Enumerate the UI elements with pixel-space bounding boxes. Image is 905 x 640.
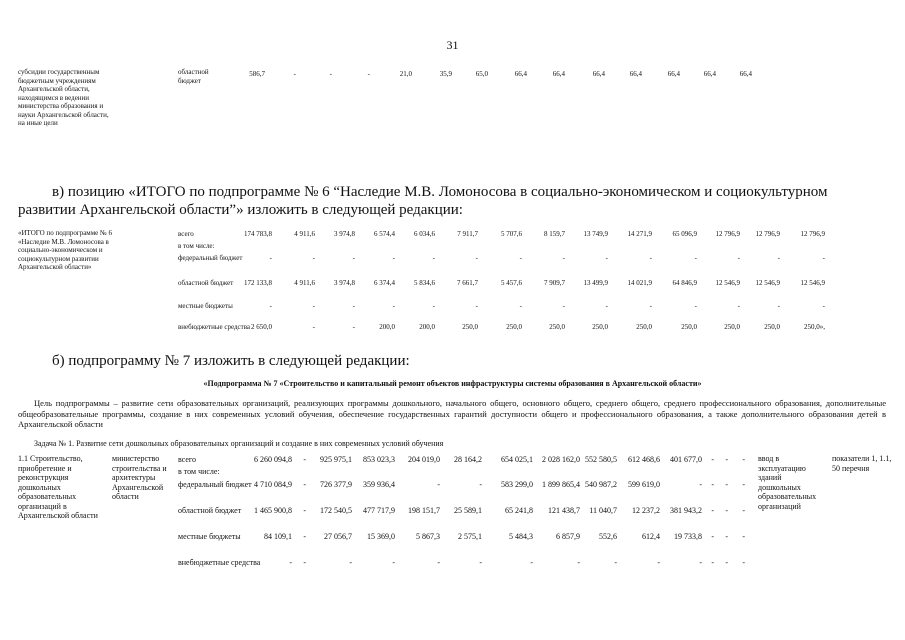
value-cell: 66,4 xyxy=(703,70,716,78)
value-cell: - xyxy=(742,532,745,541)
value-cell: - xyxy=(614,558,617,567)
value-cell: 65 096,9 xyxy=(672,230,697,238)
value-cell: 401 677,0 xyxy=(670,455,702,464)
value-cell: 12 796,9 xyxy=(755,230,780,238)
value-cell: - xyxy=(711,532,714,541)
value-cell: - xyxy=(725,506,728,515)
item-1-1-name: 1.1 Строительство, приобретение и реконструкция дошкольных образовательных организаций в Архангельской области xyxy=(18,454,98,520)
value-cell: - xyxy=(699,480,702,489)
value-cell: - xyxy=(475,254,478,262)
source-label: в том числе: xyxy=(178,242,215,250)
value-cell: - xyxy=(312,323,315,331)
value-cell: 13 499,9 xyxy=(583,279,608,287)
value-cell: 12 237,2 xyxy=(632,506,660,515)
value-cell: 381 943,2 xyxy=(670,506,702,515)
source-label: местные бюджеты xyxy=(178,532,241,541)
value-cell: - xyxy=(293,70,296,78)
value-cell: - xyxy=(711,455,714,464)
value-cell: - xyxy=(479,558,482,567)
subprogram-title: «Подпрограмма № 7 «Строительство и капитальный ремонт объектов инфраструктуры системы образования в Архангельской области» xyxy=(203,379,702,388)
value-cell: 552 580,5 xyxy=(585,455,617,464)
value-cell: - xyxy=(822,302,825,310)
value-cell: - xyxy=(392,254,395,262)
value-cell: - xyxy=(312,254,315,262)
value-cell: - xyxy=(742,506,745,515)
value-cell: - xyxy=(432,254,435,262)
itogo-row xyxy=(0,254,905,276)
subsidy-values xyxy=(0,70,905,81)
value-cell: 200,0 xyxy=(419,323,435,331)
value-cell: - xyxy=(312,302,315,310)
value-cell: - xyxy=(475,302,478,310)
value-cell: - xyxy=(269,254,272,262)
value-cell: 198 151,7 xyxy=(408,506,440,515)
value-cell: - xyxy=(562,302,565,310)
value-cell: - xyxy=(367,70,370,78)
value-cell: 1 465 900,8 xyxy=(254,506,292,515)
value-cell: - xyxy=(737,302,740,310)
value-cell: - xyxy=(657,558,660,567)
value-cell: - xyxy=(694,302,697,310)
itogo-row xyxy=(0,279,905,301)
value-cell: - xyxy=(725,480,728,489)
item-1-1-row xyxy=(0,558,905,582)
value-cell: - xyxy=(519,254,522,262)
value-cell: 200,0 xyxy=(379,323,395,331)
value-cell: 5 707,6 xyxy=(501,230,522,238)
value-cell: - xyxy=(725,455,728,464)
value-cell: - xyxy=(699,558,702,567)
value-cell: 12 546,9 xyxy=(800,279,825,287)
value-cell: - xyxy=(725,558,728,567)
value-cell: 654 025,1 xyxy=(501,455,533,464)
value-cell: - xyxy=(269,302,272,310)
value-cell: 15 369,0 xyxy=(367,532,395,541)
value-cell: 65 241,8 xyxy=(505,506,533,515)
page-number: 31 xyxy=(446,38,459,52)
value-cell: 2 650,0 xyxy=(251,323,272,331)
value-cell: - xyxy=(777,302,780,310)
value-cell: 4 911,6 xyxy=(294,230,315,238)
value-cell: 5 457,6 xyxy=(501,279,522,287)
value-cell: - xyxy=(577,558,580,567)
value-cell: 359 936,4 xyxy=(363,480,395,489)
value-cell: - xyxy=(352,323,355,331)
value-cell: 925 975,1 xyxy=(320,455,352,464)
value-cell: 1 899 865,4 xyxy=(542,480,580,489)
value-cell: - xyxy=(303,506,306,515)
value-cell: 66,4 xyxy=(592,70,605,78)
value-cell: 2 028 162,0 xyxy=(542,455,580,464)
value-cell: 6 574,4 xyxy=(374,230,395,238)
value-cell: 14 271,9 xyxy=(627,230,652,238)
value-cell: - xyxy=(392,558,395,567)
source-label: федеральный бюджет xyxy=(178,254,243,262)
value-cell: 21,0 xyxy=(399,70,412,78)
value-cell: 726 377,9 xyxy=(320,480,352,489)
value-cell: - xyxy=(711,558,714,567)
value-cell: - xyxy=(649,302,652,310)
value-cell: 12 796,9 xyxy=(800,230,825,238)
value-cell: 121 438,7 xyxy=(548,506,580,515)
value-cell: 28 164,2 xyxy=(454,455,482,464)
value-cell: 35,9 xyxy=(439,70,452,78)
value-cell: - xyxy=(777,254,780,262)
value-cell: - xyxy=(289,558,292,567)
value-cell: 12 546,9 xyxy=(755,279,780,287)
value-cell: 8 159,7 xyxy=(544,230,565,238)
item-1-1-executor: министерство строительства и архитектуры Архангельской области xyxy=(112,454,167,501)
value-cell: 250,0 xyxy=(681,323,697,331)
value-cell: 66,4 xyxy=(739,70,752,78)
value-cell: 11 040,7 xyxy=(589,506,617,515)
itogo-row xyxy=(0,302,905,324)
value-cell: 27 056,7 xyxy=(324,532,352,541)
value-cell: 25 589,1 xyxy=(454,506,482,515)
item-1-1-row xyxy=(0,506,905,530)
value-cell: - xyxy=(352,254,355,262)
value-cell: 174 783,8 xyxy=(244,230,272,238)
value-cell: - xyxy=(725,532,728,541)
value-cell: - xyxy=(742,480,745,489)
item-1-1-result: ввод в эксплуатацию зданий дошкольных образовательных организаций xyxy=(758,454,817,511)
value-cell: - xyxy=(437,558,440,567)
value-cell: 4 710 084,9 xyxy=(254,480,292,489)
value-cell: 6 260 094,8 xyxy=(254,455,292,464)
value-cell: 6 034,6 xyxy=(414,230,435,238)
item-1-1-row xyxy=(0,480,905,504)
value-cell: - xyxy=(737,254,740,262)
value-cell: - xyxy=(519,302,522,310)
value-cell: 12 796,9 xyxy=(715,230,740,238)
value-cell: 7 661,7 xyxy=(457,279,478,287)
value-cell: 586,7 xyxy=(249,70,265,78)
value-cell: - xyxy=(479,480,482,489)
value-cell: 853 023,3 xyxy=(363,455,395,464)
value-cell: 65,0 xyxy=(475,70,488,78)
value-cell: - xyxy=(437,480,440,489)
value-cell: 66,4 xyxy=(552,70,565,78)
source-label: местные бюджеты xyxy=(178,302,233,310)
source-label: федеральный бюджет xyxy=(178,480,252,489)
value-cell: - xyxy=(605,302,608,310)
itogo-label: «ИТОГО по подпрограмме № 6 «Наследие М.В. Ломоносова в социально-экономическом и социокультурном развитии Архангельской области» xyxy=(18,229,112,271)
value-cell: 4 911,6 xyxy=(294,279,315,287)
subsidy-recipient-label: субсидии государственным бюджетным учреждениям Архангельской области, находящимся в ведении министерства образования и науки Архангельской области, на иные цели xyxy=(18,68,109,127)
value-cell: 66,4 xyxy=(514,70,527,78)
item-1-1-indicator: показатели 1, 1.1, 50 перечня xyxy=(832,454,892,473)
value-cell: 552,6 xyxy=(599,532,617,541)
value-cell: 250,0 xyxy=(549,323,565,331)
value-cell: - xyxy=(352,302,355,310)
heading-v: в) позицию «ИТОГО по подпрограмме № 6 “Наследие М.В. Ломоносова в социально-экономическом и социокультурном развитии Архангельской области”» изложить в следующей редакции: xyxy=(18,184,828,218)
value-cell: 612,4 xyxy=(642,532,660,541)
value-cell: - xyxy=(562,254,565,262)
value-cell: - xyxy=(530,558,533,567)
value-cell: 5 834,6 xyxy=(414,279,435,287)
value-cell: 6 857,9 xyxy=(556,532,580,541)
itogo-row xyxy=(0,323,905,345)
value-cell: - xyxy=(605,254,608,262)
source-label: внебюджетные средства xyxy=(178,558,261,567)
value-cell: - xyxy=(349,558,352,567)
value-cell: 2 575,1 xyxy=(458,532,482,541)
value-cell: 250,0 xyxy=(636,323,652,331)
value-cell: 477 717,9 xyxy=(363,506,395,515)
source-label: внебюджетные средства xyxy=(178,323,251,331)
value-cell: 204 019,0 xyxy=(408,455,440,464)
value-cell: 3 974,8 xyxy=(334,230,355,238)
value-cell: 14 021,9 xyxy=(627,279,652,287)
value-cell: - xyxy=(432,302,435,310)
value-cell: - xyxy=(742,455,745,464)
value-cell: 5 867,3 xyxy=(416,532,440,541)
source-label: всего xyxy=(178,230,194,238)
source-label: областной бюджет xyxy=(178,279,234,287)
value-cell: - xyxy=(711,506,714,515)
subsidy-source-label: областной бюджет xyxy=(178,68,209,85)
value-cell: 172 540,5 xyxy=(320,506,352,515)
value-cell: - xyxy=(303,455,306,464)
value-cell: - xyxy=(822,254,825,262)
value-cell: 250,0 xyxy=(724,323,740,331)
value-cell: 5 484,3 xyxy=(509,532,533,541)
value-cell: 66,4 xyxy=(667,70,680,78)
value-cell: 84 109,1 xyxy=(264,532,292,541)
value-cell: 13 749,9 xyxy=(583,230,608,238)
value-cell: - xyxy=(303,480,306,489)
value-cell: 250,0», xyxy=(804,323,825,331)
value-cell: 172 133,8 xyxy=(244,279,272,287)
value-cell: 250,0 xyxy=(764,323,780,331)
value-cell: 19 733,8 xyxy=(674,532,702,541)
value-cell: - xyxy=(329,70,332,78)
value-cell: 250,0 xyxy=(592,323,608,331)
heading-b: б) подпрограмму № 7 изложить в следующей редакции: xyxy=(52,353,410,369)
value-cell: 250,0 xyxy=(462,323,478,331)
subprogram-goal: Цель подпрограммы – развитие сети образовательных организаций, реализующих программы дошкольного, начального общего, основного общего, среднего общего, среднего профессионального образования, дополнительные общеобразовательные программы, создание в них современных условий обучения, обеспечение государственных гарантий доступности общего и профессионального образования, а также дополнительного образования детей в Архангельской области xyxy=(18,398,886,429)
value-cell: 6 374,4 xyxy=(374,279,395,287)
value-cell: 66,4 xyxy=(629,70,642,78)
value-cell: 7 911,7 xyxy=(457,230,478,238)
value-cell: - xyxy=(711,480,714,489)
source-label: всего xyxy=(178,455,197,464)
value-cell: - xyxy=(392,302,395,310)
value-cell: 599 619,0 xyxy=(628,480,660,489)
value-cell: 540 987,2 xyxy=(585,480,617,489)
value-cell: - xyxy=(649,254,652,262)
value-cell: - xyxy=(694,254,697,262)
value-cell: 7 909,7 xyxy=(544,279,565,287)
value-cell: - xyxy=(303,558,306,567)
value-cell: 250,0 xyxy=(506,323,522,331)
value-cell: 12 546,9 xyxy=(715,279,740,287)
source-label: областной бюджет xyxy=(178,506,242,515)
value-cell: - xyxy=(742,558,745,567)
value-cell: 64 846,9 xyxy=(672,279,697,287)
item-1-1-row xyxy=(0,532,905,556)
value-cell: 612 468,6 xyxy=(628,455,660,464)
value-cell: 3 974,8 xyxy=(334,279,355,287)
source-label: в том числе: xyxy=(178,467,220,476)
value-cell: 583 299,0 xyxy=(501,480,533,489)
task-1-title: Задача № 1. Развитие сети дошкольных образовательных организаций и создание в них современных условий обучения xyxy=(34,439,444,448)
value-cell: - xyxy=(303,532,306,541)
